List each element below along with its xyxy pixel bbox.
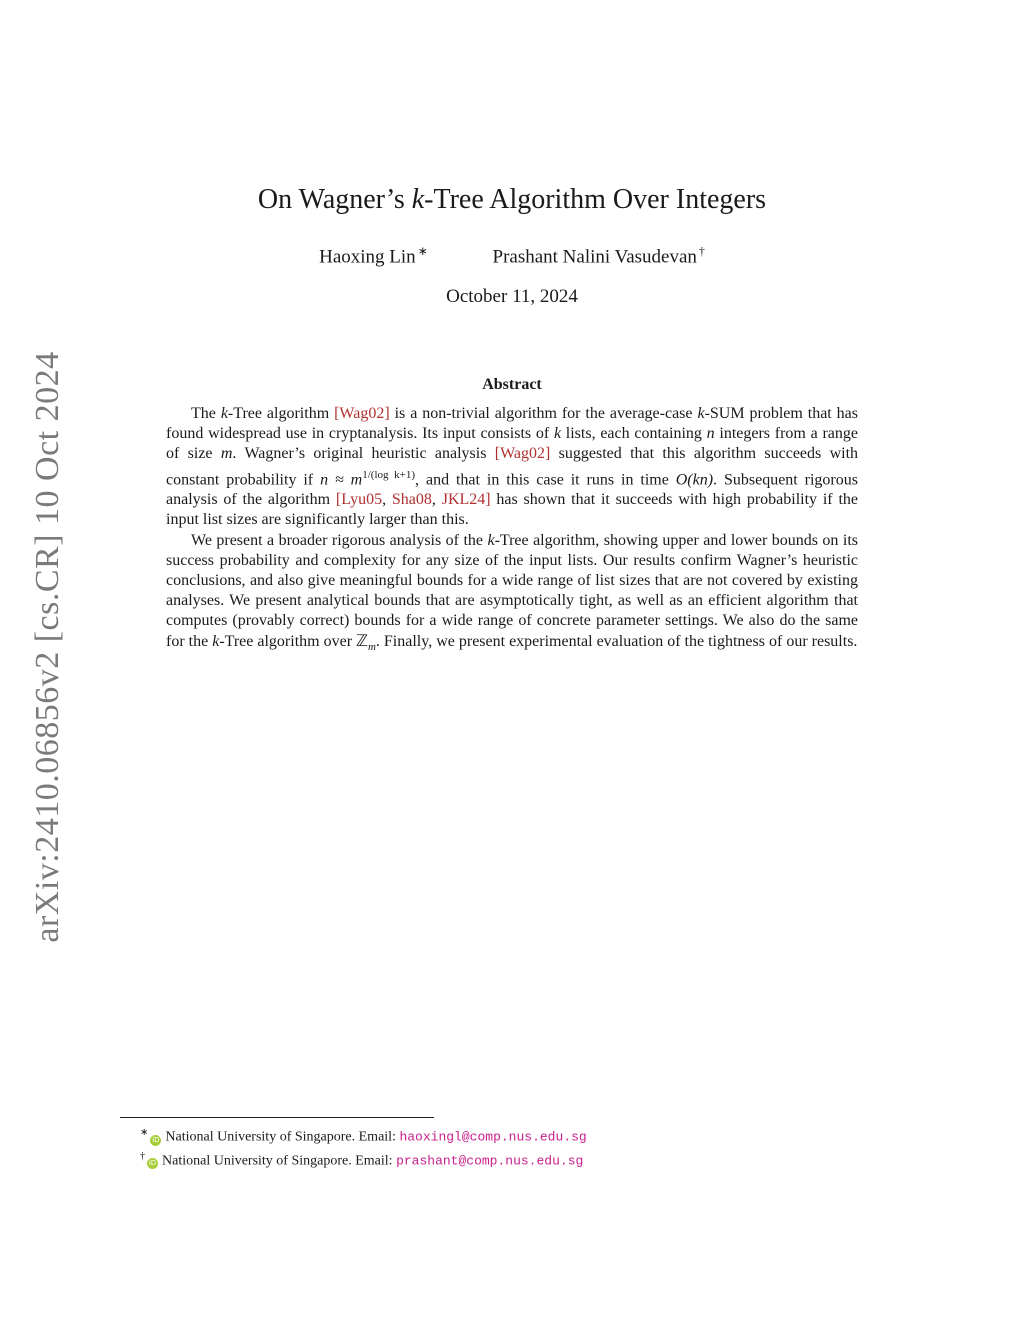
- footnote-1: [140, 1123, 840, 1147]
- author-mark: †: [698, 244, 705, 258]
- arxiv-stamp: arXiv:2410.06856v2 [cs.CR] 10 Oct 2024: [29, 351, 66, 943]
- paper-date: October 11, 2024: [446, 286, 578, 307]
- orcid-icon[interactable]: iD: [148, 1159, 157, 1168]
- footnote-rule: [120, 1117, 434, 1118]
- citation-link[interactable]: JKL24: [441, 491, 486, 509]
- time-complexity: O(kn): [675, 470, 714, 488]
- formula-exponent: 1/(log k+1): [362, 468, 416, 481]
- abstract-body: [166, 404, 858, 657]
- citation-link[interactable]: Sha08: [391, 491, 432, 509]
- footnote-2: [140, 1147, 840, 1171]
- footnote-mark: ∗: [140, 1127, 149, 1138]
- author-1: [319, 244, 428, 268]
- citation-link[interactable]: [Wag02]: [334, 405, 390, 422]
- title-k: k: [411, 184, 425, 215]
- abstract-paragraph-2: We present a broader rigorous analysis of the k-Tree algorithm, showing upper and lower bounds on its success probability and complexity for any size of the input lists. Our results confirm Wagner’s heuristic conclusions, and also give meaningful bounds for a wide range of list sizes that are not covered by existing analyses. We present analytical bounds that are asymptotically tight, as well as an efficient algorithm that computes (provably correct) bounds for a wide range of concrete parameter settings. We also do the same for the k-Tree algorithm over ℤ$_m$. Finally, we present experimental evaluation of the tightness of our results.: [166, 531, 858, 653]
- title-suffix: -Tree Algorithm Over Integers: [424, 184, 767, 215]
- email-link[interactable]: haoxingl@comp.nus.edu.sg: [399, 1129, 587, 1145]
- title-prefix: On Wagner’s: [257, 184, 412, 215]
- zm-symbol: ℤ: [356, 632, 368, 650]
- author-2: [493, 244, 705, 268]
- email-link[interactable]: prashant@comp.nus.edu.sg: [396, 1153, 584, 1169]
- abstract-paragraph-1: The k-Tree algorithm [Wag02] is a non-trivial algorithm for the average-case k-SUM problem that has found widespread use in cryptanalysis. Its input consists of k lists, each containing n integers from a range of size m. Wagner’s original heuristic analysis [Wag02] suggested that this algorithm succeeds with constant probability if $n \approx m^{1/(log k+1)}$, and that in this case it runs in time O(kn). Subsequent rigorous analysis of the algorithm [Lyu05, Sha08, JKL24] has shown that it succeeds with high probability if the input list sizes are significantly larger than this.: [166, 405, 859, 529]
- author-mark: ∗: [417, 244, 428, 258]
- footnote-text: National University of Singapore. Email:: [165, 1129, 400, 1145]
- orcid-icon[interactable]: iD: [152, 1135, 160, 1144]
- footnotes: [140, 1123, 840, 1170]
- author-list: [0, 244, 1024, 268]
- citation-link[interactable]: [Wag02]: [494, 445, 551, 463]
- citation-link[interactable]: Lyu05: [341, 491, 383, 509]
- author-name: Haoxing Lin: [319, 246, 416, 268]
- paper-title: [0, 184, 1024, 216]
- formula: n ≈ m: [320, 470, 363, 488]
- author-name: Prashant Nalini Vasudevan: [492, 246, 697, 268]
- footnote-text: National University of Singapore. Email:: [162, 1153, 397, 1169]
- footnote-mark: †: [140, 1150, 145, 1162]
- abstract-heading: Abstract: [482, 376, 542, 393]
